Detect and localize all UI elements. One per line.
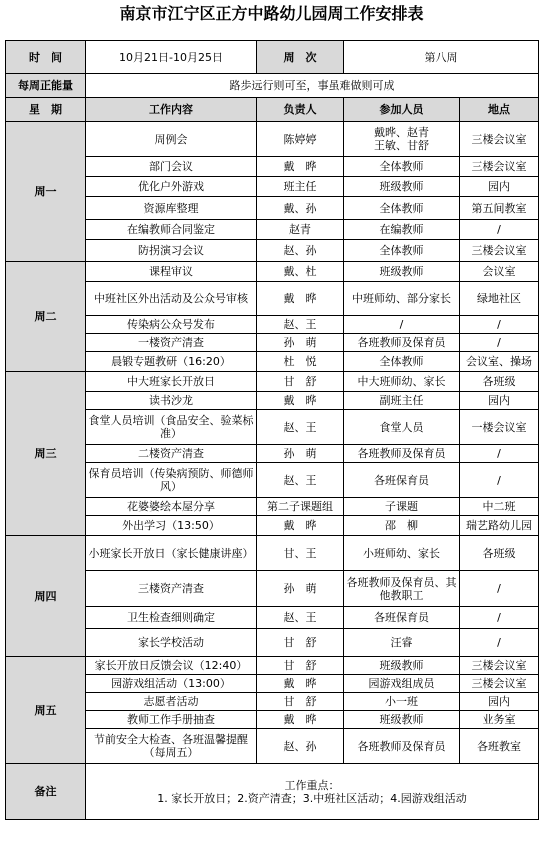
task-content: 传染病公众号发布 xyxy=(86,316,257,334)
task-content: 周例会 xyxy=(86,122,257,157)
task-participants: 全体教师 xyxy=(344,352,460,372)
week-value: 第八周 xyxy=(344,41,539,74)
column-header-participants: 参加人员 xyxy=(344,98,460,122)
table-row xyxy=(6,675,539,693)
task-participants: 在编教师 xyxy=(344,220,460,240)
task-content: 卫生检查细则确定 xyxy=(86,607,257,629)
motto-text: 路歩远行则可至，事虽难做则可成 xyxy=(86,74,539,98)
task-participants: 全体教师 xyxy=(344,240,460,262)
task-participants: 班级教师 xyxy=(344,711,460,729)
table-row xyxy=(6,122,539,157)
task-participants: 各班教师及保育员 xyxy=(344,334,460,352)
task-participants: 各班教师及保育员 xyxy=(344,729,460,764)
task-participants: 班级教师 xyxy=(344,177,460,197)
task-owner: 戴 晔 xyxy=(257,157,344,177)
task-owner: 戴 晔 xyxy=(257,675,344,693)
day-label: 周三 xyxy=(6,372,86,536)
task-place: 瑞艺路幼儿园 xyxy=(460,516,539,536)
task-participants: 戴晔、赵青 王敏、甘舒 xyxy=(344,122,460,157)
task-participants: 各班教师及保育员 xyxy=(344,445,460,463)
task-owner: 戴、孙 xyxy=(257,197,344,220)
task-place: 三楼会议室 xyxy=(460,122,539,157)
week-label: 周 次 xyxy=(257,41,344,74)
column-header-day: 星 期 xyxy=(6,98,86,122)
task-content: 三楼资产清查 xyxy=(86,571,257,607)
header-row xyxy=(6,41,539,74)
task-content: 资源库整理 xyxy=(86,197,257,220)
task-participants: 中班师幼、部分家长 xyxy=(344,282,460,316)
task-owner: 赵、王 xyxy=(257,607,344,629)
table-row xyxy=(6,445,539,463)
task-owner: 甘、王 xyxy=(257,536,344,571)
task-place: 会议室 xyxy=(460,262,539,282)
day-label: 周五 xyxy=(6,657,86,764)
table-row xyxy=(6,157,539,177)
table-row xyxy=(6,536,539,571)
table-row xyxy=(6,410,539,445)
task-place: / xyxy=(460,316,539,334)
table-row xyxy=(6,197,539,220)
notes-label: 备注 xyxy=(6,764,86,820)
task-owner: 甘 舒 xyxy=(257,629,344,657)
task-content: 外出学习（13:50） xyxy=(86,516,257,536)
task-place: / xyxy=(460,607,539,629)
table-row xyxy=(6,657,539,675)
motto-row xyxy=(6,74,539,98)
task-owner: 甘 舒 xyxy=(257,372,344,392)
task-owner: 陈婷婷 xyxy=(257,122,344,157)
task-owner: 第二子课题组 xyxy=(257,498,344,516)
task-content: 家长开放日反馈会议（12:40） xyxy=(86,657,257,675)
task-participants: 班级教师 xyxy=(344,262,460,282)
task-content: 家长学校活动 xyxy=(86,629,257,657)
task-participants: 班级教师 xyxy=(344,657,460,675)
task-content: 课程审议 xyxy=(86,262,257,282)
task-place: / xyxy=(460,334,539,352)
notes-cell xyxy=(86,764,539,820)
task-place: 绿地社区 xyxy=(460,282,539,316)
table-row xyxy=(6,711,539,729)
task-participants: 子课题 xyxy=(344,498,460,516)
task-participants: 全体教师 xyxy=(344,157,460,177)
task-participants: 邵 柳 xyxy=(344,516,460,536)
task-owner: 孙 萌 xyxy=(257,571,344,607)
table-row xyxy=(6,498,539,516)
task-participants: 各班保育员 xyxy=(344,463,460,498)
notes-row xyxy=(6,764,539,820)
table-row xyxy=(6,607,539,629)
task-place: 第五间教室 xyxy=(460,197,539,220)
task-content: 部门会议 xyxy=(86,157,257,177)
day-label: 周二 xyxy=(6,262,86,372)
task-place: 园内 xyxy=(460,392,539,410)
task-place: 各班级 xyxy=(460,372,539,392)
day-label: 周四 xyxy=(6,536,86,657)
task-place: / xyxy=(460,571,539,607)
task-content: 二楼资产清查 xyxy=(86,445,257,463)
task-content: 保育员培训（传染病预防、师德师风） xyxy=(86,463,257,498)
task-content: 小班家长开放日（家长健康讲座） xyxy=(86,536,257,571)
table-row xyxy=(6,240,539,262)
table-row xyxy=(6,177,539,197)
task-content: 花婆婆绘本屋分享 xyxy=(86,498,257,516)
schedule-table xyxy=(5,40,539,820)
table-row xyxy=(6,392,539,410)
page-title: 南京市江宁区正方中路幼儿园周工作安排表 xyxy=(119,4,424,23)
task-place: / xyxy=(460,629,539,657)
task-participants: 小班师幼、家长 xyxy=(344,536,460,571)
task-content: 晨锻专题教研（16:20） xyxy=(86,352,257,372)
task-place: 三楼会议室 xyxy=(460,675,539,693)
task-content: 防拐演习会议 xyxy=(86,240,257,262)
task-owner: 赵、王 xyxy=(257,316,344,334)
task-content: 中大班家长开放日 xyxy=(86,372,257,392)
task-content: 中班社区外出活动及公众号审核 xyxy=(86,282,257,316)
task-content: 教师工作手册抽查 xyxy=(86,711,257,729)
column-header-place: 地点 xyxy=(460,98,539,122)
task-place: 三楼会议室 xyxy=(460,657,539,675)
task-participants: 副班主任 xyxy=(344,392,460,410)
task-owner: 班主任 xyxy=(257,177,344,197)
task-participants: 各班保育员 xyxy=(344,607,460,629)
task-place: / xyxy=(460,463,539,498)
task-place: 三楼会议室 xyxy=(460,157,539,177)
task-place: 各班级 xyxy=(460,536,539,571)
table-row xyxy=(6,334,539,352)
task-place: 中二班 xyxy=(460,498,539,516)
task-owner: 杜 悦 xyxy=(257,352,344,372)
table-row xyxy=(6,693,539,711)
task-content: 在编教师合同鉴定 xyxy=(86,220,257,240)
task-owner: 赵、孙 xyxy=(257,729,344,764)
task-place: 各班教室 xyxy=(460,729,539,764)
task-content: 优化户外游戏 xyxy=(86,177,257,197)
table-row xyxy=(6,282,539,316)
task-owner: 戴、杜 xyxy=(257,262,344,282)
task-owner: 赵、孙 xyxy=(257,240,344,262)
task-participants: 食堂人员 xyxy=(344,410,460,445)
task-content: 一楼资产清查 xyxy=(86,334,257,352)
table-row xyxy=(6,262,539,282)
task-participants: / xyxy=(344,316,460,334)
task-owner: 孙 萌 xyxy=(257,445,344,463)
table-row xyxy=(6,352,539,372)
table-row xyxy=(6,372,539,392)
time-value: 10月21日-10月25日 xyxy=(86,41,257,74)
motto-label: 每周正能量 xyxy=(6,74,86,98)
task-owner: 戴 晔 xyxy=(257,516,344,536)
table-row xyxy=(6,516,539,536)
task-place: 会议室、操场 xyxy=(460,352,539,372)
task-content: 节前安全大检查、各班温馨提醒（每周五） xyxy=(86,729,257,764)
table-row xyxy=(6,729,539,764)
task-place: 一楼会议室 xyxy=(460,410,539,445)
task-content: 志愿者活动 xyxy=(86,693,257,711)
time-label: 时 间 xyxy=(6,41,86,74)
task-owner: 甘 舒 xyxy=(257,657,344,675)
task-content: 读书沙龙 xyxy=(86,392,257,410)
task-owner: 孙 萌 xyxy=(257,334,344,352)
task-place: 业务室 xyxy=(460,711,539,729)
task-place: 三楼会议室 xyxy=(460,240,539,262)
task-owner: 赵青 xyxy=(257,220,344,240)
task-participants: 汪睿 xyxy=(344,629,460,657)
task-owner: 戴 晔 xyxy=(257,711,344,729)
task-owner: 戴 晔 xyxy=(257,392,344,410)
column-header-row xyxy=(6,98,539,122)
notes-heading: 工作重点： xyxy=(284,778,340,792)
task-owner: 赵、王 xyxy=(257,410,344,445)
task-content: 园游戏组活动（13:00） xyxy=(86,675,257,693)
task-place: / xyxy=(460,220,539,240)
day-label: 周一 xyxy=(6,122,86,262)
table-row xyxy=(6,316,539,334)
task-owner: 赵、王 xyxy=(257,463,344,498)
table-row xyxy=(6,220,539,240)
task-participants: 中大班师幼、家长 xyxy=(344,372,460,392)
column-header-owner: 负责人 xyxy=(257,98,344,122)
task-participants: 各班教师及保育员、其他教职工 xyxy=(344,571,460,607)
notes-text: 1. 家长开放日；2.资产清查；3.中班社区活动；4.园游戏组活动 xyxy=(157,791,467,805)
table-row xyxy=(6,571,539,607)
task-place: / xyxy=(460,445,539,463)
task-content: 食堂人员培训（食品安全、验菜标准） xyxy=(86,410,257,445)
column-header-content: 工作内容 xyxy=(86,98,257,122)
task-owner: 戴 晔 xyxy=(257,282,344,316)
task-owner: 甘 舒 xyxy=(257,693,344,711)
task-participants: 全体教师 xyxy=(344,197,460,220)
task-participants: 小一班 xyxy=(344,693,460,711)
task-place: 园内 xyxy=(460,177,539,197)
task-place: 园内 xyxy=(460,693,539,711)
task-participants: 园游戏组成员 xyxy=(344,675,460,693)
table-row xyxy=(6,463,539,498)
table-row xyxy=(6,629,539,657)
